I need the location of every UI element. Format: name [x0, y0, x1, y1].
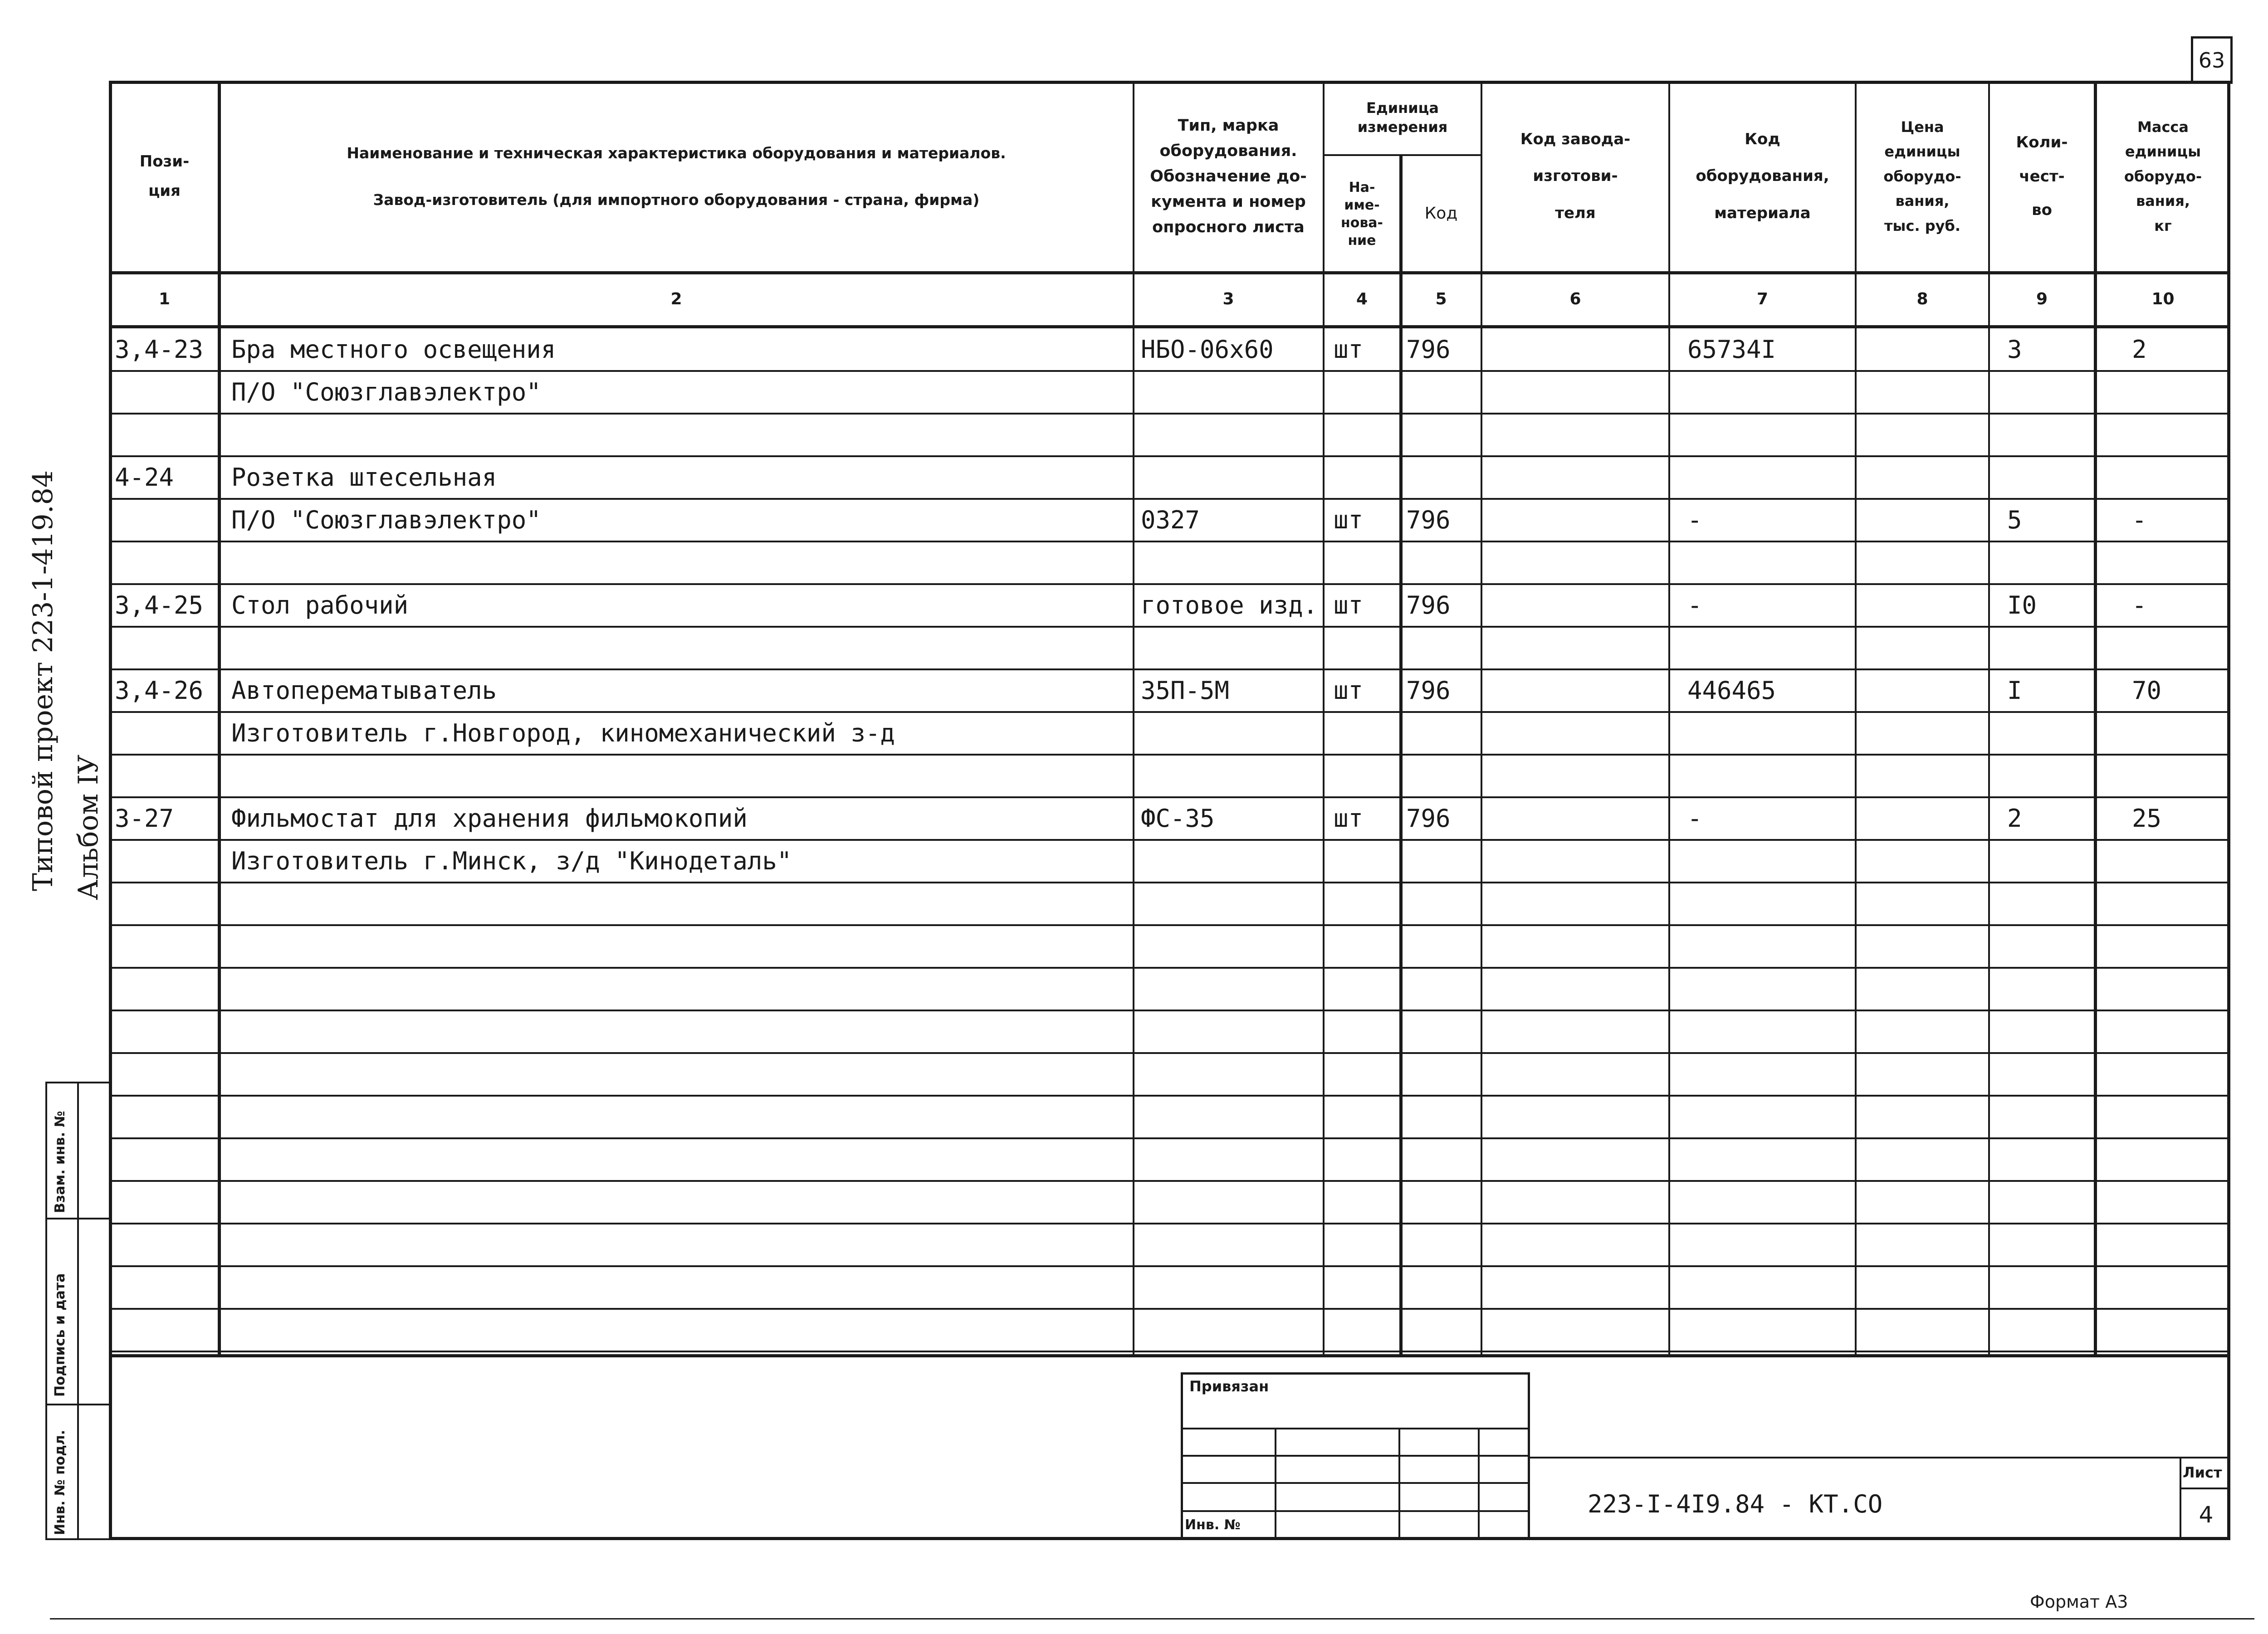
column-number: 6	[1569, 290, 1581, 308]
header-type: Тип, марка оборудования. Обозначение до- кумента и номер опросного листа	[1150, 117, 1307, 236]
row-divider	[109, 1010, 2230, 1011]
row-divider	[109, 498, 2230, 500]
row-divider	[109, 626, 2230, 628]
cell-code: 796	[1406, 804, 1451, 833]
row-divider	[109, 455, 2230, 457]
cell-code: 796	[1406, 591, 1451, 619]
row-divider	[109, 924, 2230, 926]
stamp-signature-date: Подпись и дата	[52, 1273, 68, 1397]
cell-unit: шт	[1334, 335, 1364, 364]
cell-name: Фильмостат для хранения фильмокопий	[231, 804, 748, 833]
row-divider	[109, 1351, 2230, 1352]
cell-qty: I	[2007, 676, 2022, 705]
bottom-rule	[50, 1618, 2254, 1619]
cell-qty: I0	[2007, 591, 2037, 619]
cell-name: Розетка штесельная	[231, 463, 497, 492]
row-divider	[109, 796, 2230, 798]
stamp-inv-zam: Взам. инв. №	[52, 1111, 68, 1213]
cell-name: Стол рабочий	[231, 591, 409, 619]
cell-type: ФС-35	[1141, 804, 1215, 833]
cell-pos: 4-24	[115, 463, 174, 492]
cell-name: Изготовитель г.Новгород, киномеханический з-д	[231, 719, 895, 747]
document-code: 223-I-4I9.84 - КТ.СО	[1588, 1490, 1883, 1518]
stamp-inv-podl: Инв. № подл.	[52, 1429, 68, 1535]
column-number: 7	[1756, 290, 1769, 308]
row-divider	[109, 583, 2230, 585]
row-divider	[109, 1265, 2230, 1267]
column-number: 4	[1356, 290, 1368, 308]
column-number: 8	[1916, 290, 1928, 308]
cell-unit: шт	[1334, 804, 1364, 833]
page-number: 63	[2198, 48, 2225, 73]
header-quantity: Коли- чест- во	[2016, 133, 2068, 219]
cell-unit: шт	[1334, 676, 1364, 705]
sheet-number: 4	[2199, 1502, 2214, 1528]
row-divider	[109, 1052, 2230, 1054]
row-divider	[109, 541, 2230, 542]
header-unit-code: Код	[1424, 204, 1458, 223]
cell-code: 796	[1406, 676, 1451, 705]
cell-mass: -	[2132, 591, 2147, 619]
cell-type: НБО-06х60	[1141, 335, 1274, 364]
cell-mass: 70	[2132, 676, 2162, 705]
cell-equip-code: -	[1687, 506, 1702, 534]
row-divider	[109, 668, 2230, 670]
cell-mass: -	[2132, 506, 2147, 534]
inv-no-label: Инв. №	[1185, 1517, 1241, 1533]
cell-type: 35П-5М	[1141, 676, 1230, 705]
cell-name: Автоперематыватель	[231, 676, 497, 705]
header-unit: Единица измерения	[1357, 99, 1448, 136]
column-number: 9	[2036, 290, 2048, 308]
header-price: Цена единицы оборудо- вания, тыс. руб.	[1883, 118, 1961, 234]
header-equipment-code: Код оборудования, материала	[1696, 130, 1829, 222]
header-name	[220, 82, 1133, 271]
header-unit-name: На- име- нова- ние	[1340, 179, 1383, 249]
row-divider	[109, 839, 2230, 841]
row-divider	[109, 1137, 2230, 1139]
row-divider	[109, 967, 2230, 969]
cell-code: 796	[1406, 506, 1451, 534]
cell-type: готовое изд.	[1141, 591, 1318, 619]
format-note: Формат А3	[2030, 1592, 2128, 1612]
cell-name: Изготовитель г.Минск, з/д "Кинодеталь"	[231, 847, 792, 875]
row-divider	[109, 711, 2230, 713]
cell-pos: 3,4-23	[115, 335, 204, 364]
header-position: Пози- ция	[139, 152, 190, 200]
cell-equip-code: 65734I	[1687, 335, 1776, 364]
row-divider	[109, 882, 2230, 883]
column-number: 5	[1435, 290, 1447, 308]
cell-qty: 5	[2007, 506, 2022, 534]
row-divider	[109, 1180, 2230, 1182]
cell-pos: 3,4-25	[115, 591, 204, 619]
cell-equip-code: -	[1687, 591, 1702, 619]
cell-name: П/О "Союзглавэлектро"	[231, 506, 541, 534]
header-name-line2: Завод-изготовитель (для импортного оборудования - страна, фирма)	[373, 191, 980, 209]
column-number: 3	[1222, 290, 1234, 308]
album-label: Альбом IУ	[73, 754, 104, 900]
row-divider	[109, 1223, 2230, 1224]
cell-equip-code: -	[1687, 804, 1702, 833]
cell-code: 796	[1406, 335, 1451, 364]
column-number: 2	[670, 290, 682, 308]
cell-type: 0327	[1141, 506, 1200, 534]
cell-qty: 2	[2007, 804, 2022, 833]
cell-name: Бра местного освещения	[231, 335, 556, 364]
row-divider	[109, 413, 2230, 415]
sheet-label: Лист	[2183, 1464, 2222, 1481]
cell-qty: 3	[2007, 335, 2022, 364]
project-title: Типовой проект 223-1-419.84	[27, 470, 59, 891]
row-divider	[109, 370, 2230, 372]
privyazan-label: Привязан	[1189, 1378, 1269, 1395]
column-number: 1	[158, 290, 171, 308]
header-plant-code: Код завода- изготови- теля	[1520, 130, 1631, 222]
cell-name: П/О "Союзглавэлектро"	[231, 378, 541, 406]
cell-pos: 3-27	[115, 804, 174, 833]
row-divider	[109, 754, 2230, 756]
cell-unit: шт	[1334, 591, 1364, 619]
cell-pos: 3,4-26	[115, 676, 204, 705]
cell-equip-code: 446465	[1687, 676, 1776, 705]
row-divider	[109, 1095, 2230, 1097]
header-mass: Масса единицы оборудо- вания, кг	[2124, 118, 2202, 234]
cell-mass: 2	[2132, 335, 2147, 364]
cell-unit: шт	[1334, 506, 1364, 534]
cell-mass: 25	[2132, 804, 2162, 833]
row-divider	[109, 1308, 2230, 1310]
header-name-line1: Наименование и техническая характеристика оборудования и материалов.	[347, 144, 1006, 162]
column-number: 10	[2151, 290, 2175, 308]
